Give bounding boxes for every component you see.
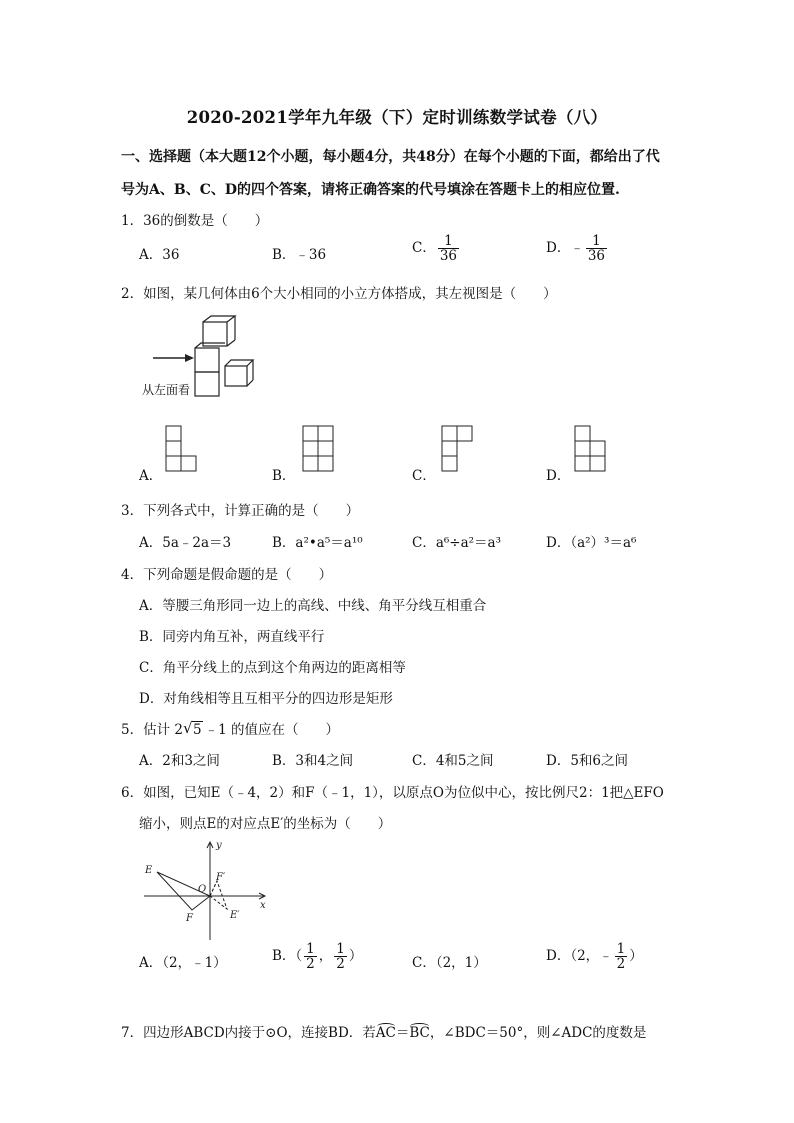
q1-option-d: D．﹣ $\frac{1}{36}$ <box>546 233 606 265</box>
q7-stem: 7．四边形ABCD内接于⊙O，连接BD．若AC＝BC，∠BDC＝50°，则∠ADC的度数是 <box>121 1025 647 1041</box>
q6-label-f: F <box>186 913 193 924</box>
q4-stem: 4．下列命题是假命题的是（ ） <box>121 567 333 583</box>
q3-option-c: C．a⁶÷a²＝a³ <box>412 535 502 551</box>
q4-option-d: D．对角线相等且互相平分的四边形是矩形 <box>139 691 393 707</box>
q3-stem: 3．下列各式中，计算正确的是（ ） <box>121 503 360 519</box>
q3-option-a: A．5a﹣2a＝3 <box>139 535 232 551</box>
q2-figure-label: 从左面看 <box>142 383 191 397</box>
q3-option-b: B．a²•a⁵＝a¹⁰ <box>272 535 363 551</box>
q6-label-f-prime: F′ <box>216 872 226 883</box>
q6-stem-line1: 6．如图，已知E（﹣4，2）和F（﹣1，1），以原点O为位似中心，按比例尺2：1把△EFO <box>121 785 664 801</box>
page-title: 2020-2021学年九年级（下）定时训练数学试卷（八） <box>186 108 608 127</box>
q6-option-b: B．（ $\frac{1}{2}$ ， $\frac{1}{2}$ ） <box>272 941 363 973</box>
section-heading-line2: 号为A、B、C、D的四个答案，请将正确答案的代号填涂在答题卡上的相应位置. <box>121 182 620 198</box>
q4-option-b: B．同旁内角互补，两直线平行 <box>139 629 325 645</box>
q6-label-o: O <box>198 884 207 895</box>
q5-option-d: D．5和6之间 <box>546 753 629 769</box>
q5-option-a: A．2和3之间 <box>139 753 220 769</box>
section-heading-line1: 一、选择题（本大题12个小题，每小题4分，共48分）在每个小题的下面，都给出了代 <box>121 149 660 165</box>
q5-stem: 5．估计 2 √ 5 ﹣1 的值应在（ ） <box>121 719 339 738</box>
q6-option-d: D．（2，﹣ $\frac{1}{2}$ ） <box>546 941 643 973</box>
q1-stem: 1．36的倒数是（ ） <box>121 213 269 229</box>
q2-stem: 2．如图，某几何体由6个大小相同的小立方体搭成，其左视图是（ ） <box>121 286 557 302</box>
q4-option-a: A．等腰三角形同一边上的高线、中线、角平分线互相重合 <box>139 598 487 614</box>
q6-label-x: x <box>260 900 266 911</box>
q2-option-d: D． <box>546 468 571 484</box>
q1-option-b: B．﹣36 <box>272 247 327 263</box>
q1-option-c: C． $\frac{1}{36}$ <box>412 233 458 265</box>
q4-option-c: C．角平分线上的点到这个角两边的距离相等 <box>139 660 406 676</box>
q2-option-c-view <box>440 424 472 472</box>
q2-option-b-view <box>301 424 333 472</box>
q6-option-a: A．（2，﹣1） <box>139 955 227 971</box>
q6-label-e: E <box>145 865 153 876</box>
q2-option-a-view <box>164 424 196 472</box>
q6-stem-line2: 缩小，则点E的对应点E′的坐标为（ ） <box>139 816 392 832</box>
q1-option-a: A．36 <box>139 247 180 263</box>
q6-label-e-prime: E′ <box>230 910 240 921</box>
q5-option-b: B．3和4之间 <box>272 753 354 769</box>
q5-option-c: C．4和5之间 <box>412 753 494 769</box>
q6-option-c: C．（2，1） <box>412 955 487 971</box>
q3-option-d: D．（a²）³＝a⁶ <box>546 535 637 551</box>
q6-label-y: y <box>216 840 222 851</box>
q2-option-c: C． <box>412 468 436 484</box>
q2-option-d-view <box>573 424 605 472</box>
q2-option-a: A． <box>139 468 163 484</box>
q2-option-b: B． <box>272 468 296 484</box>
q6-coordinate-figure <box>140 836 275 944</box>
